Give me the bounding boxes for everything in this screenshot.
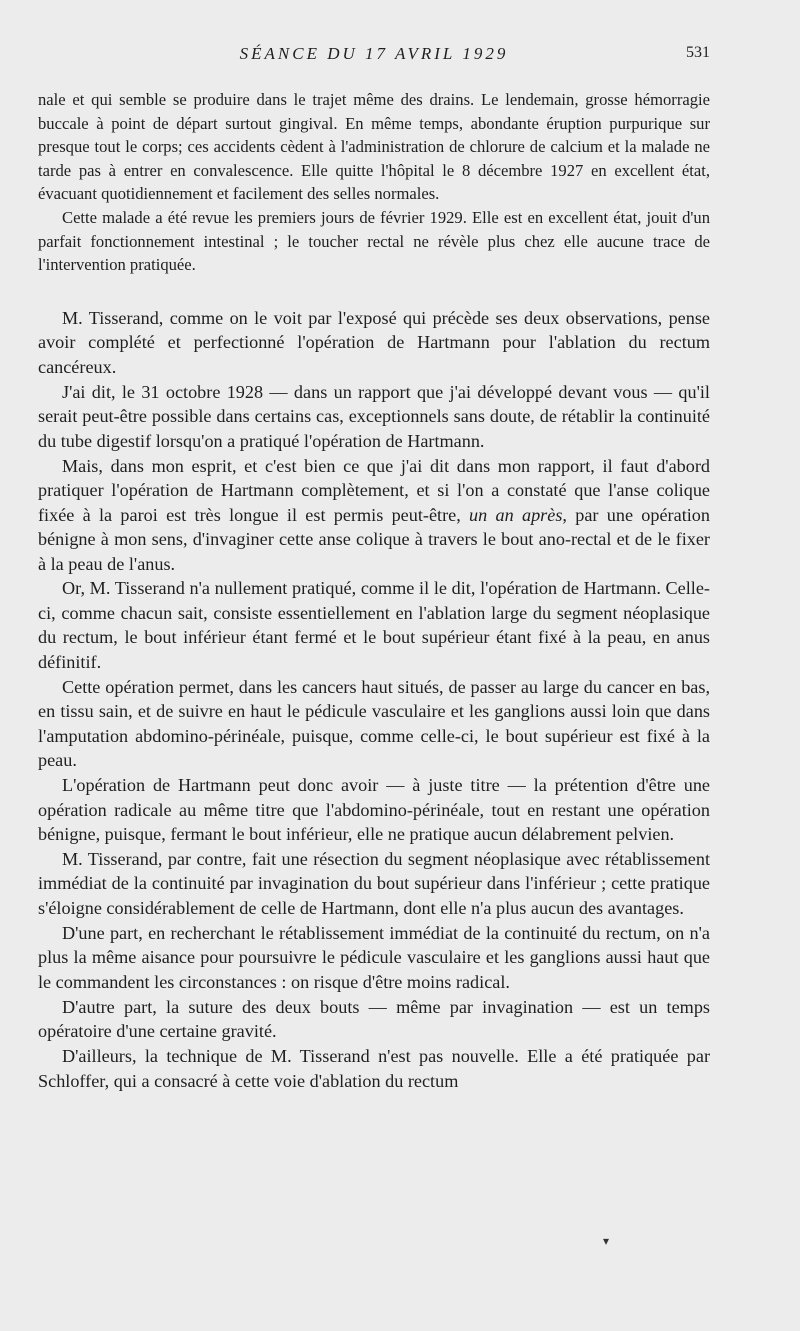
discussion-paragraph-4: Or, M. Tisserand n'a nullement pratiqué, comme il le dit, l'opération de Hartmann. Celle-ci, comme chacun sait, consiste essentiellement en l'ablation large du segment néoplasique du rectum, le bout inférieur étant fermé et le bout supérieur étant fixé à la peau, en anus définitif.	[38, 578, 710, 672]
discussion-paragraph-1: M. Tisserand, comme on le voit par l'exposé qui précède ses deux observations, pense avoir complété et perfectionné l'opération de Hartmann pour l'ablation du rectum cancéreux.	[38, 308, 710, 377]
italic-phrase: un an après	[469, 504, 563, 525]
discussion-text	[38, 306, 710, 1094]
observation-paragraph-2: Cette malade a été revue les premiers jours de février 1929. Elle est en excellent état, jouit d'un parfait fonctionnement intestinal ; le toucher rectal ne révèle plus chez elle aucune trace de l'intervention pratiquée.	[38, 207, 710, 275]
page-number: 531	[686, 44, 710, 61]
discussion-paragraph-5: Cette opération permet, dans les cancers haut situés, de passer au large du cancer en bas, en tissu sain, et de suivre en haut le pédicule vasculaire et les ganglions aussi loin que dans l'amputation abdomino-périnéale, puisque, comme celle-ci, le bout supérieur est fixé à la peau.	[38, 676, 710, 771]
discussion-paragraph-2: J'ai dit, le 31 octobre 1928 — dans un rapport que j'ai développé devant vous — qu'il serait peut-être possible dans certains cas, exceptionnels sans doute, de rétablir la continuité du tube digestif lorsqu'on a pratiqué l'opération de Hartmann.	[38, 381, 710, 451]
paragraph-3-start: Mais, dans mon esprit, et c'est bien ce que j'ai dit dans mon rapport, il faut d'abord pratiquer l'opération de Hartmann complètement, et si l'on a constaté que l'anse colique fixée à la paroi est très longue il est permis peut-être,	[38, 455, 710, 525]
running-head	[38, 44, 710, 68]
discussion-paragraph-10: D'ailleurs, la technique de M. Tisserand n'est pas nouvelle. Elle a été pratiquée par Schloffer, qui a consacré à cette voie d'ablation du rectum	[38, 1046, 710, 1091]
running-title: SÉANCE DU 17 AVRIL 1929	[239, 44, 509, 63]
discussion-paragraph-7: M. Tisserand, par contre, fait une résection du segment néoplasique avec rétablissement immédiat de la continuité par invagination du bout supérieur dans l'inférieur ; cette pratique s'éloigne considérablement de celle de Hartmann, dont elle n'a plus aucun des avantages.	[38, 848, 710, 918]
observation-paragraph-1: nale et qui semble se produire dans le trajet même des drains. Le lendemain, grosse hémorragie buccale à point de départ surtout gingival. En même temps, abondante éruption purpurique sur presque tout le corps; ces accidents cèdent à l'administration de chlorure de calcium et la malade ne tarde pas à entrer en convalescence. Elle quitte l'hôpital le 8 décembre 1927 en excellent état, évacuant quotidiennement et facilement des selles normales.	[38, 90, 710, 204]
observation-continuation	[38, 88, 710, 277]
ink-mark: ▾	[603, 1234, 610, 1248]
discussion-paragraph-6: L'opération de Hartmann peut donc avoir — à juste titre — la prétention d'être une opération radicale au même titre que l'abdomino-périnéale, tout en restant une opération bénigne, puisque, fermant le bout inférieur, elle ne pratique aucun délabrement pelvien.	[38, 775, 710, 845]
discussion-paragraph-9: D'autre part, la suture des deux bouts — même par invagination — est un temps opératoire d'une certaine gravité.	[38, 996, 710, 1042]
paragraph-3-end: , par une opération bénigne à mon sens, d'invaginer cette anse colique à travers le bout ano-rectal et de le fixer à la peau de l'anus.	[38, 504, 710, 574]
discussion-paragraph-3	[38, 454, 710, 576]
discussion-paragraph-8: D'une part, en recherchant le rétablissement immédiat de la continuité du rectum, on n'a plus la même aisance pour poursuivre le pédicule vasculaire et les ganglions aussi haut que le commandent les circonstances : on risque d'être moins radical.	[38, 922, 710, 992]
